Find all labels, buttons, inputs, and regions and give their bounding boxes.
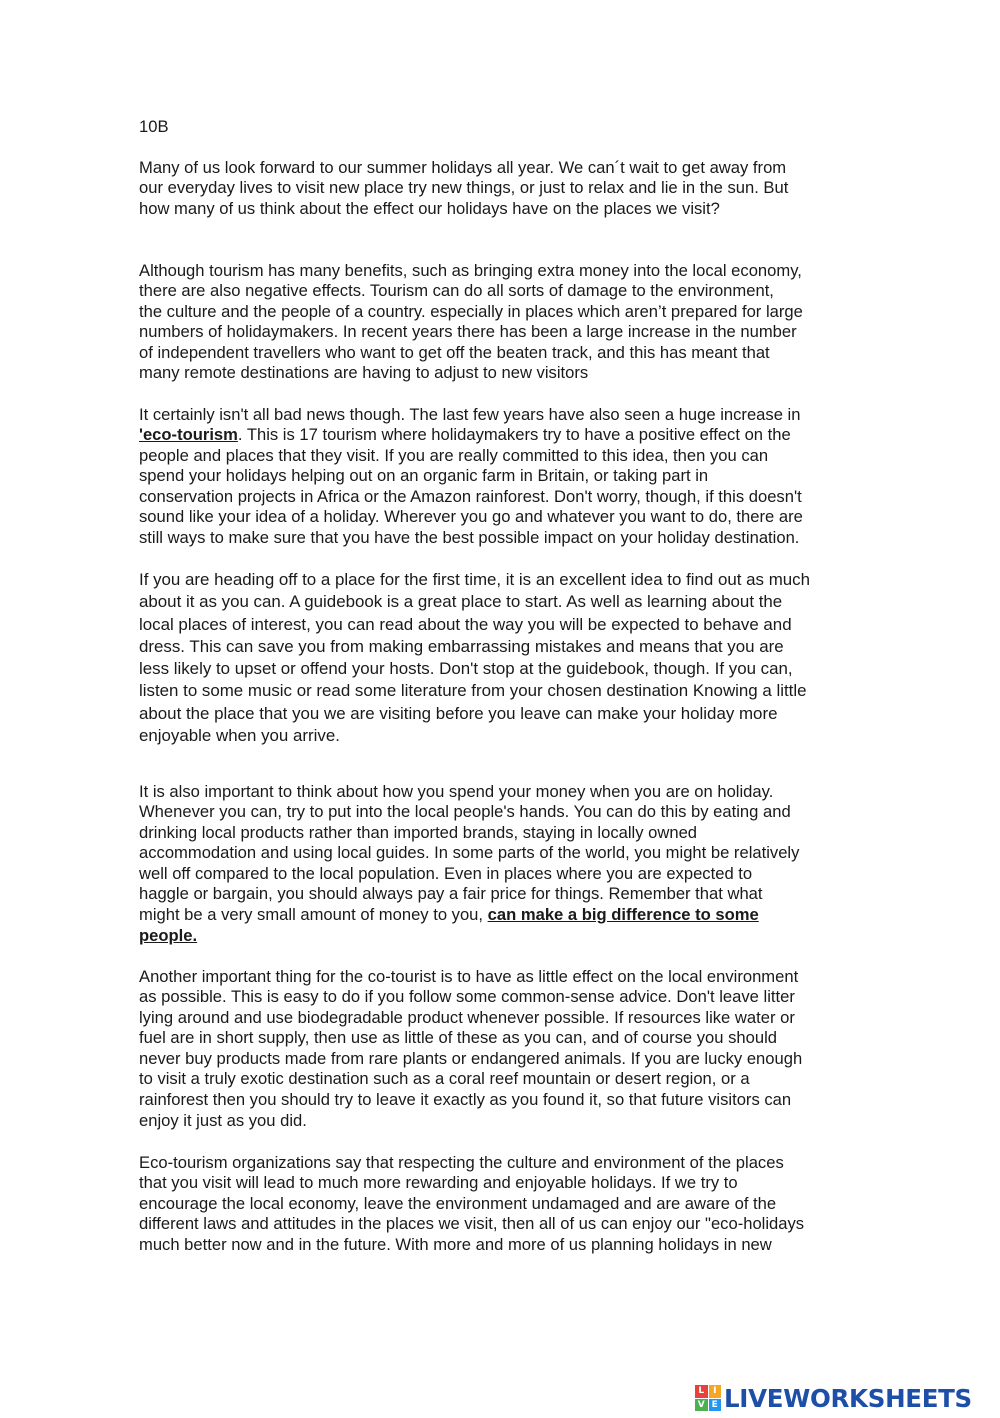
paragraph-line bbox=[139, 905, 759, 925]
paragraph-line: dress. This can save you from making embarrassing mistakes and means that you are bbox=[139, 637, 784, 656]
paragraph-line: Another important thing for the co-tourist is to have as little effect on the local environment bbox=[139, 967, 799, 986]
live-badge-icon bbox=[695, 1385, 721, 1411]
paragraph-line: spend your holidays helping out on an organic farm in Britain, or taking part in bbox=[139, 466, 709, 485]
paragraph-line: about the place that you we are visiting before you leave can make your holiday more bbox=[139, 704, 778, 723]
paragraph-line: how many of us think about the effect our holidays have on the places we visit? bbox=[139, 199, 720, 218]
paragraph-line: well off compared to the local population. Even in places where you are expected to bbox=[139, 864, 753, 883]
paragraph-line bbox=[139, 425, 791, 445]
logo-letter: L bbox=[695, 1385, 708, 1398]
paragraph-line: still ways to make sure that you have the best possible impact on your holiday destination. bbox=[139, 528, 800, 547]
paragraph-line: about it as you can. A guidebook is a great place to start. As well as learning about the bbox=[139, 592, 783, 611]
eco-tourism-term: 'eco-tourism bbox=[139, 425, 238, 444]
logo-letter: I bbox=[709, 1385, 722, 1398]
liveworksheets-logo[interactable] bbox=[695, 1383, 972, 1413]
paragraph-line: It certainly isn't all bad news though. The last few years have also seen a huge increase in bbox=[139, 405, 801, 424]
paragraph-line: sound like your idea of a holiday. Wherever you go and whatever you want to do, there are bbox=[139, 507, 803, 526]
paragraph-line: different laws and attitudes in the places we visit, then all of us can enjoy our "eco-holidays bbox=[139, 1214, 805, 1233]
paragraph-line: there are also negative effects. Tourism can do all sorts of damage to the environment, bbox=[139, 281, 774, 300]
paragraph-line: much better now and in the future. With more and more of us planning holidays in new bbox=[139, 1235, 772, 1254]
paragraph-line: accommodation and using local guides. In some parts of the world, you might be relatively bbox=[139, 843, 800, 862]
paragraph-line: listen to some music or read some literature from your chosen destination Knowing a little bbox=[139, 681, 807, 700]
paragraph-line: lying around and use biodegradable product whenever possible. If resources like water or bbox=[139, 1008, 795, 1027]
logo-letter: E bbox=[709, 1399, 722, 1412]
paragraph-line: haggle or bargain, you should always pay a fair price for things. Remember that what bbox=[139, 884, 763, 903]
paragraph-line: never buy products made from rare plants or endangered animals. If you are lucky enough bbox=[139, 1049, 803, 1068]
paragraph-line: many remote destinations are having to adjust to new visitors bbox=[139, 363, 589, 382]
paragraph-line-rest: . This is 17 tourism where holidaymakers try to have a positive effect on the bbox=[237, 425, 791, 444]
document-heading: 10B bbox=[139, 117, 169, 136]
paragraph-line: to visit a truly exotic destination such as a coral reef mountain or desert region, or a bbox=[139, 1069, 750, 1088]
paragraph-line: Whenever you can, try to put into the local people's hands. You can do this by eating and bbox=[139, 802, 791, 821]
paragraph-line: less likely to upset or offend your hosts. Don't stop at the guidebook, though. If you can, bbox=[139, 659, 793, 678]
paragraph-line: encourage the local economy, leave the environment undamaged and are aware of the bbox=[139, 1194, 777, 1213]
paragraph-line: of independent travellers who want to get off the beaten track, and this has meant that bbox=[139, 343, 770, 362]
paragraph-line: conservation projects in Africa or the Amazon rainforest. Don't worry, though, if this doesn't bbox=[139, 487, 802, 506]
paragraph-line: enjoy it just as you did. bbox=[139, 1111, 307, 1130]
paragraph-line: our everyday lives to visit new place try new things, or just to relax and lie in the sun. But bbox=[139, 178, 789, 197]
paragraph-line: Although tourism has many benefits, such as bringing extra money into the local economy, bbox=[139, 261, 802, 280]
paragraph-line-start: might be a very small amount of money to you, bbox=[139, 905, 488, 924]
paragraph-line: people and places that they visit. If you are really committed to this idea, then you can bbox=[139, 446, 769, 465]
paragraph-line: numbers of holidaymakers. In recent years there has been a large increase in the number bbox=[139, 322, 797, 341]
paragraph-line: drinking local products rather than imported brands, staying in locally owned bbox=[139, 823, 698, 842]
paragraph-line: enjoyable when you arrive. bbox=[139, 726, 340, 745]
highlighted-phrase-end: people. bbox=[139, 926, 198, 945]
paragraph-line: as possible. This is easy to do if you follow some common-sense advice. Don't leave litter bbox=[139, 987, 795, 1006]
paragraph-line: If you are heading off to a place for the first time, it is an excellent idea to find out as much bbox=[139, 570, 810, 589]
logo-wordmark: LIVEWORKSHEETS bbox=[724, 1383, 972, 1413]
paragraph-line: It is also important to think about how you spend your money when you are on holiday. bbox=[139, 782, 774, 801]
logo-letter: V bbox=[695, 1399, 708, 1412]
paragraph-line bbox=[139, 926, 197, 946]
paragraph-line: the culture and the people of a country. especially in places which aren’t prepared for large bbox=[139, 302, 803, 321]
paragraph-line: Eco-tourism organizations say that respecting the culture and environment of the places bbox=[139, 1153, 784, 1172]
highlighted-phrase: can make a big difference to some bbox=[487, 905, 759, 924]
paragraph-line: local places of interest, you can read about the way you will be expected to behave and bbox=[139, 615, 792, 634]
paragraph-line: Many of us look forward to our summer holidays all year. We can´t wait to get away from bbox=[139, 158, 787, 177]
paragraph-line: that you visit will lead to much more rewarding and enjoyable holidays. If we try to bbox=[139, 1173, 738, 1192]
paragraph-line: rainforest then you should try to leave it exactly as you found it, so that future visitors can bbox=[139, 1090, 792, 1109]
paragraph-line: fuel are in short supply, then use as little of these as you can, and of course you should bbox=[139, 1028, 778, 1047]
